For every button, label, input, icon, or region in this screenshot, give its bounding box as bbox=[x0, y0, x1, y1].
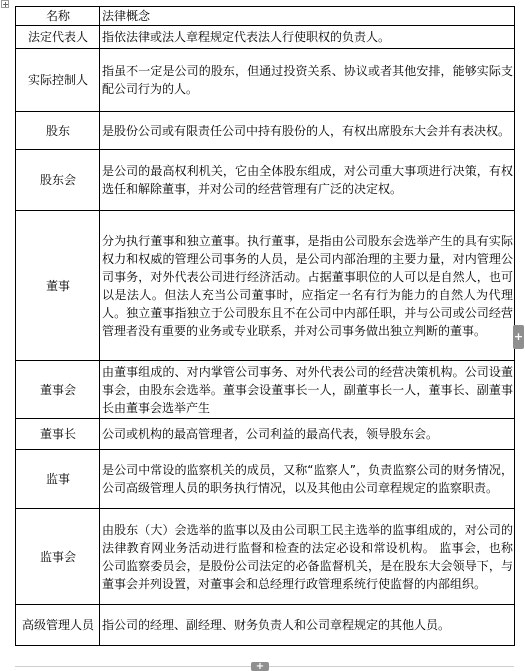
term-name-cell: 监事会 bbox=[16, 509, 100, 605]
term-name-cell: 法定代表人 bbox=[16, 26, 100, 49]
header-name-cell: 名称 bbox=[16, 7, 100, 26]
term-definition-cell: 由董事组成的、对内掌管公司事务、对外代表公司的经营决策机构。公司设董事会，由股东会选举。董事会设董事长一人，副董事长一人，董事长、副董事长由董事会选举产生 bbox=[100, 361, 515, 419]
term-definition-cell: 指虽不一定是公司的股东，但通过投资关系、协议或者其他安排，能够实际支配公司行为的人。 bbox=[100, 49, 515, 112]
term-name-cell: 监事 bbox=[16, 450, 100, 509]
term-name-cell: 股东会 bbox=[16, 150, 100, 211]
table-row bbox=[16, 211, 515, 361]
table-row bbox=[16, 112, 515, 150]
term-definition-cell: 指依法律或法人章程规定代表法人行使职权的负责人。 bbox=[100, 26, 515, 49]
table-row bbox=[16, 49, 515, 112]
term-name-cell: 实际控制人 bbox=[16, 49, 100, 112]
term-definition-cell: 公司或机构的最高管理者，公司利益的最高代表，领导股东会。 bbox=[100, 419, 515, 450]
add-column-button[interactable]: + bbox=[513, 325, 524, 349]
table-row bbox=[16, 509, 515, 605]
term-definition-cell: 是股份公司或有限责任公司中持有股份的人，有权出席股东大会并有表决权。 bbox=[100, 112, 515, 150]
term-name-cell: 董事 bbox=[16, 211, 100, 361]
term-name-cell: 董事会 bbox=[16, 361, 100, 419]
table-row bbox=[16, 150, 515, 211]
term-definition-cell: 是公司中常设的监察机关的成员，又称“监察人”，负责监察公司的财务情况，公司高级管理人员的职务执行情况，以及其他由公司章程规定的监察职责。 bbox=[100, 450, 515, 509]
table-row bbox=[16, 605, 515, 646]
add-row-button[interactable]: + bbox=[251, 662, 269, 671]
table-row bbox=[16, 419, 515, 450]
term-definition-cell: 是公司的最高权利机关，它由全体股东组成，对公司重大事项进行决策，有权选任和解除董事，并对公司的经营管理有广泛的决定权。 bbox=[100, 150, 515, 211]
table-move-handle-icon[interactable] bbox=[1, 0, 9, 8]
term-name-cell: 高级管理人员 bbox=[16, 605, 100, 646]
term-name-cell: 董事长 bbox=[16, 419, 100, 450]
table-header-row bbox=[16, 7, 515, 26]
header-definition-cell: 法律概念 bbox=[100, 7, 515, 26]
table-row bbox=[16, 26, 515, 49]
table-row bbox=[16, 450, 515, 509]
term-definition-cell: 分为执行董事和独立董事。执行董事，是指由公司股东会选举产生的具有实际权力和权威的管理公司事务的人员，是公司内部治理的主要力量，对内管理公司事务，对外代表公司进行经济活动。占据董事职位的人可以是自然人，也可以是法人。但法人充当公司董事时，应指定一名有行为能力的自然人为代理人。独立董事指独立于公司股东且不在公司中内部任职，并与公司或公司经营管理者没有重要的业务或专业联系，并对公司事务做出独立判断的董事。 bbox=[100, 211, 515, 361]
legal-concepts-table bbox=[15, 6, 515, 646]
term-name-cell: 股东 bbox=[16, 112, 100, 150]
term-definition-cell: 指公司的经理、副经理、财务负责人和公司章程规定的其他人员。 bbox=[100, 605, 515, 646]
term-definition-cell: 由股东（大）会选举的监事以及由公司职工民主选举的监事组成的，对公司的法律教育网业务活动进行监督和检查的法定必设和常设机构。 监事会，也称公司监察委员会，是股份公司法定的必备监督机关，是在股东大会领导下，与董事会并列设置，对董事会和总经理行政管理系统行使监督的内部组织。 bbox=[100, 509, 515, 605]
table-row bbox=[16, 361, 515, 419]
